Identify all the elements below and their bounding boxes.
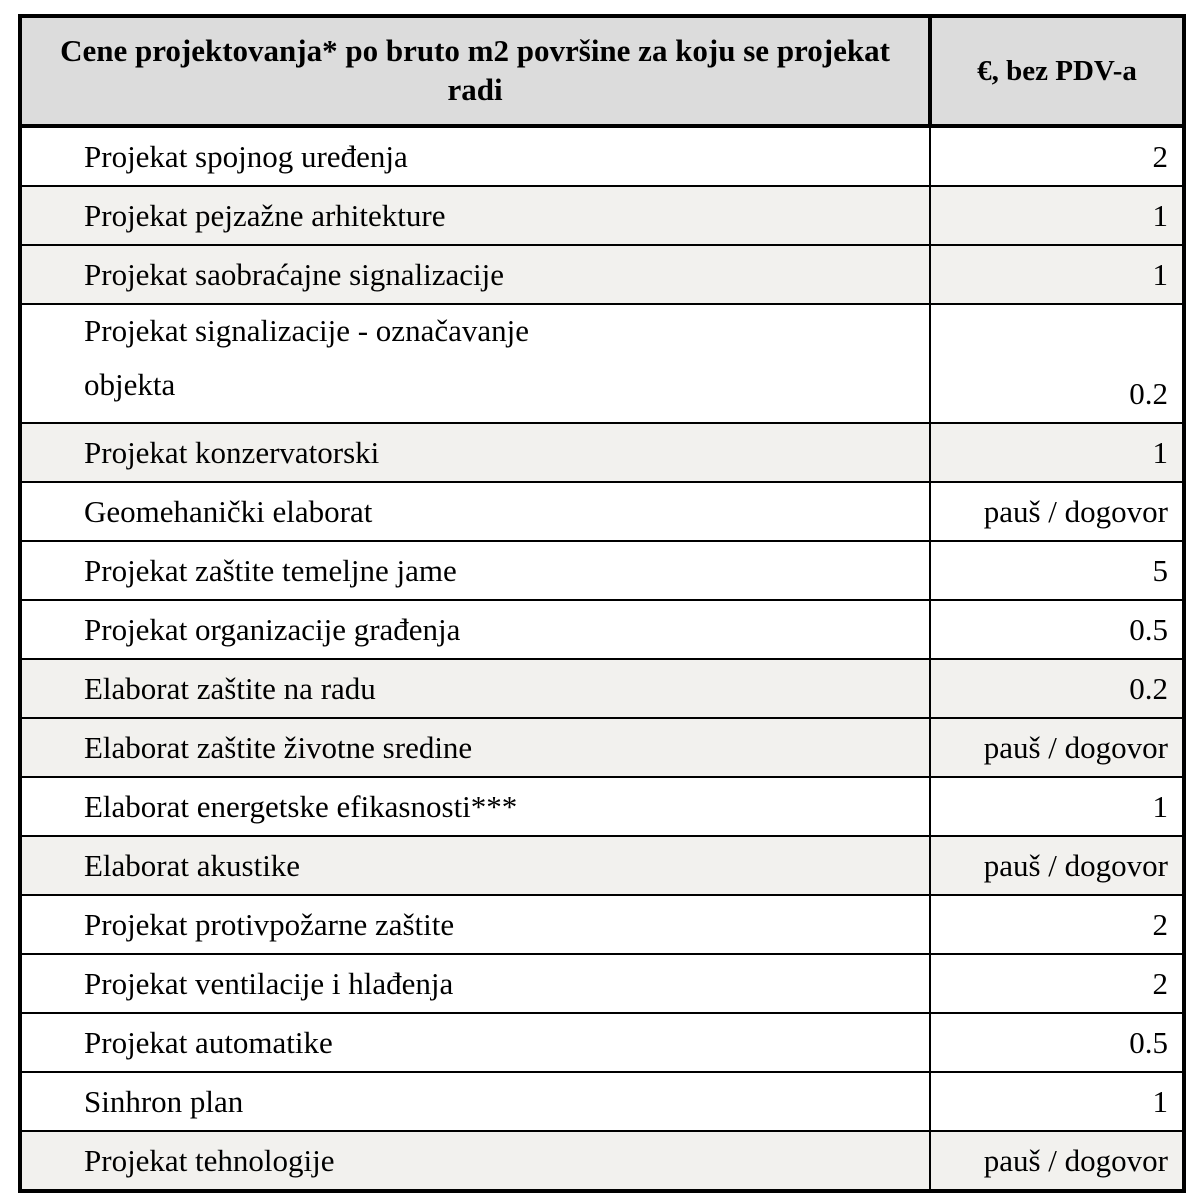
- cell-price: 2: [930, 895, 1184, 954]
- cell-service-name: Elaborat energetske efikasnosti***: [20, 777, 930, 836]
- design-prices-table: [18, 14, 1186, 1193]
- cell-price: 1: [930, 186, 1184, 245]
- table-header-row: [20, 16, 1184, 126]
- table-row: [20, 126, 1184, 186]
- cell-price: 1: [930, 777, 1184, 836]
- cell-service-name: Geomehanički elaborat: [20, 482, 930, 541]
- cell-service-name: Projekat spojnog uređenja: [20, 126, 930, 186]
- table-row: [20, 895, 1184, 954]
- cell-price: 2: [930, 954, 1184, 1013]
- cell-price: 1: [930, 423, 1184, 482]
- table-row: [20, 600, 1184, 659]
- table-row: [20, 482, 1184, 541]
- cell-price: pauš / dogovor: [930, 482, 1184, 541]
- table-header: [20, 16, 1184, 126]
- table-row: [20, 1013, 1184, 1072]
- table-row: [20, 777, 1184, 836]
- cell-service-name: Elaborat akustike: [20, 836, 930, 895]
- cell-price: pauš / dogovor: [930, 718, 1184, 777]
- table-row: [20, 245, 1184, 304]
- table-row: [20, 1072, 1184, 1131]
- cell-service-name: Elaborat zaštite na radu: [20, 659, 930, 718]
- column-header-service: Cene projektovanja* po bruto m2 površine za koju se projekat radi: [20, 16, 930, 126]
- table-row: [20, 541, 1184, 600]
- table-row: [20, 1131, 1184, 1191]
- cell-price: 0.5: [930, 1013, 1184, 1072]
- table-row: [20, 423, 1184, 482]
- table-row: [20, 186, 1184, 245]
- cell-price: 0.2: [930, 304, 1184, 423]
- table-row: [20, 659, 1184, 718]
- cell-service-name: Projekat automatike: [20, 1013, 930, 1072]
- column-header-price: €, bez PDV-a: [930, 16, 1184, 126]
- table-body: [20, 126, 1184, 1191]
- cell-service-name: Projekat konzervatorski: [20, 423, 930, 482]
- cell-price: 1: [930, 1072, 1184, 1131]
- cell-price: 1: [930, 245, 1184, 304]
- cell-service-name: Projekat protivpožarne zaštite: [20, 895, 930, 954]
- cell-price: 5: [930, 541, 1184, 600]
- cell-service-name: Elaborat zaštite životne sredine: [20, 718, 930, 777]
- cell-service-name: Projekat saobraćajne signalizacije: [20, 245, 930, 304]
- cell-price: 0.5: [930, 600, 1184, 659]
- cell-service-name: [20, 304, 930, 423]
- table-row: [20, 304, 1184, 423]
- cell-service-name: Projekat zaštite temeljne jame: [20, 541, 930, 600]
- cell-service-name: Projekat pejzažne arhitekture: [20, 186, 930, 245]
- cell-price: pauš / dogovor: [930, 1131, 1184, 1191]
- table-row: [20, 718, 1184, 777]
- cell-service-name: Projekat tehnologije: [20, 1131, 930, 1191]
- table-row: [20, 954, 1184, 1013]
- cell-service-name: Sinhron plan: [20, 1072, 930, 1131]
- cell-price: pauš / dogovor: [930, 836, 1184, 895]
- cell-service-name: Projekat ventilacije i hlađenja: [20, 954, 930, 1013]
- cell-service-name-line2: objekta: [84, 366, 176, 402]
- cell-price: 0.2: [930, 659, 1184, 718]
- table-row: [20, 836, 1184, 895]
- cell-service-name: Projekat organizacije građenja: [20, 600, 930, 659]
- cell-service-name-line1: Projekat signalizacije - označavanje: [84, 312, 529, 348]
- cell-price: 2: [930, 126, 1184, 186]
